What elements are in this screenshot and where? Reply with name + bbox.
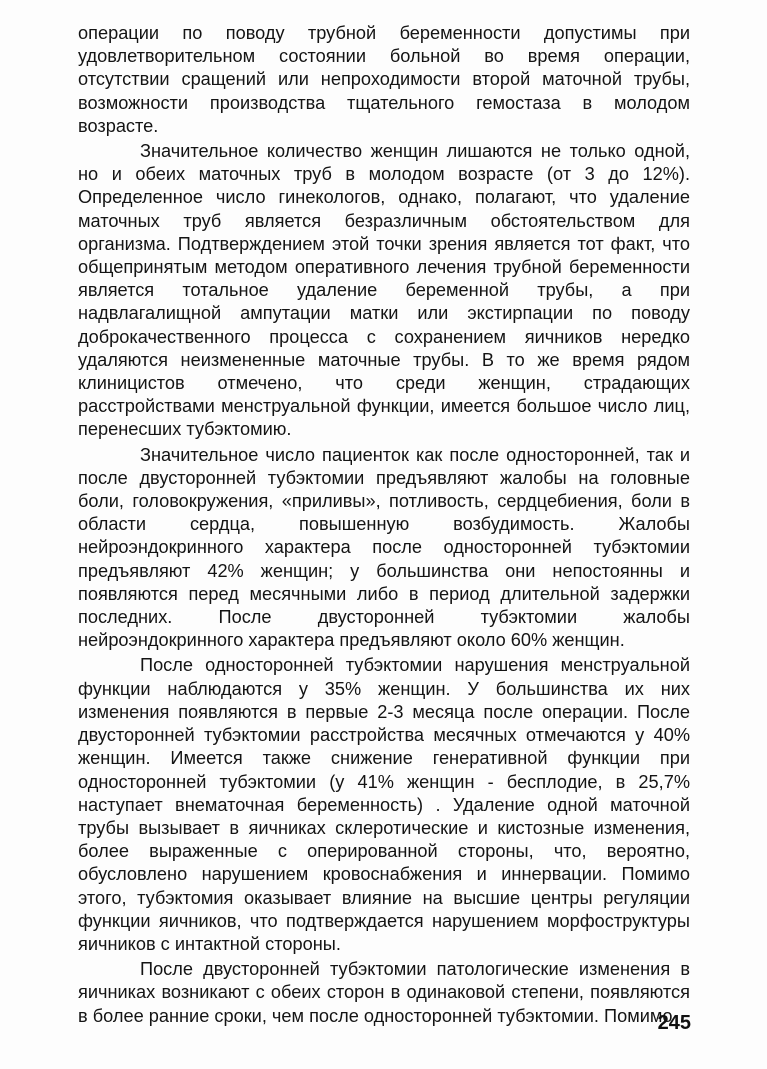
- paragraph-menstrual-function: После односторонней тубэктомии нарушения менструальной функции наблюдаются у 35% женщин. У большинства их них изменения появляются в первые 2-3 месяца после операции. После двусторонней тубэктомии расстройства месячных отмечаются у 40% женщин. Имеется также снижение генеративной функции при односторонней тубэктомии (у 41% женщин - бесплодие, в 25,7% наступает внематочная беременность) . Удаление одной маточной трубы вызывает в яичниках склеротические и кистозные изменения, более выраженные с оперированной стороны, что, вероятно, обусловлено нарушением кровоснабжения и иннервации. Помимо этого, тубэктомия оказывает влияние на высшие центры регуляции функции яичников, что подтверждается нарушением морфоструктуры яичников с интактной стороны.: [78, 655, 690, 954]
- paragraph-tube-removal: Значительное количество женщин лишаются не только одной, но и обеих маточных труб в молодом возрасте (от 3 до 12%). Определенное число гинекологов, однако, полагают, что удаление маточных труб является безразличным обстоятельством для организма. Подтверждением этой точки зрения является тот факт, что общепринятым методом оперативного лечения трубной беременности является тотальное удаление беременной трубы, а при надвлагалищной ампутации матки или экстирпации по поводу доброкачественного процесса с сохранением яичников нередко удаляются неизмененные маточные трубы. В то же время рядом клиницистов отмечено, что среди женщин, страдающих расстройствами менструальной функции, имеется большое число лиц, перенесших тубэктомию.: [78, 141, 690, 440]
- paragraph-complaints: Значительное число пациенток как после односторонней, так и после двусторонней тубэктомии предъявляют жалобы на головные боли, головокружения, «приливы», потливость, сердцебиения, боли в области сердца, повышенную возбудимость. Жалобы нейроэндокринного характера после односторонней тубэктомии предъявляют 42% женщин; у большинства они непостоянны и появляются перед месячными либо в период длительной задержки последних. После двусторонней тубэктомии жалобы нейроэндокринного характера предъявляют около 60% женщин.: [78, 444, 690, 651]
- paragraph-bilateral-changes: После двусторонней тубэктомии патологические изменения в яичниках возникают с обеих сторон в одинаковой степени, появляются в более ранние сроки, чем после односторонней тубэктомии. Помимо: [78, 959, 690, 1026]
- page-number: 245: [657, 1012, 691, 1034]
- paragraph-continuation: операции по поводу трубной беременности допустимы при удовлетворительном состоянии больной во время операции, отсутствии сращений или непроходимости второй маточной трубы, возможности производства тщательного гемостаза в молодом возрасте.: [78, 23, 690, 136]
- body-text: [78, 22, 690, 1028]
